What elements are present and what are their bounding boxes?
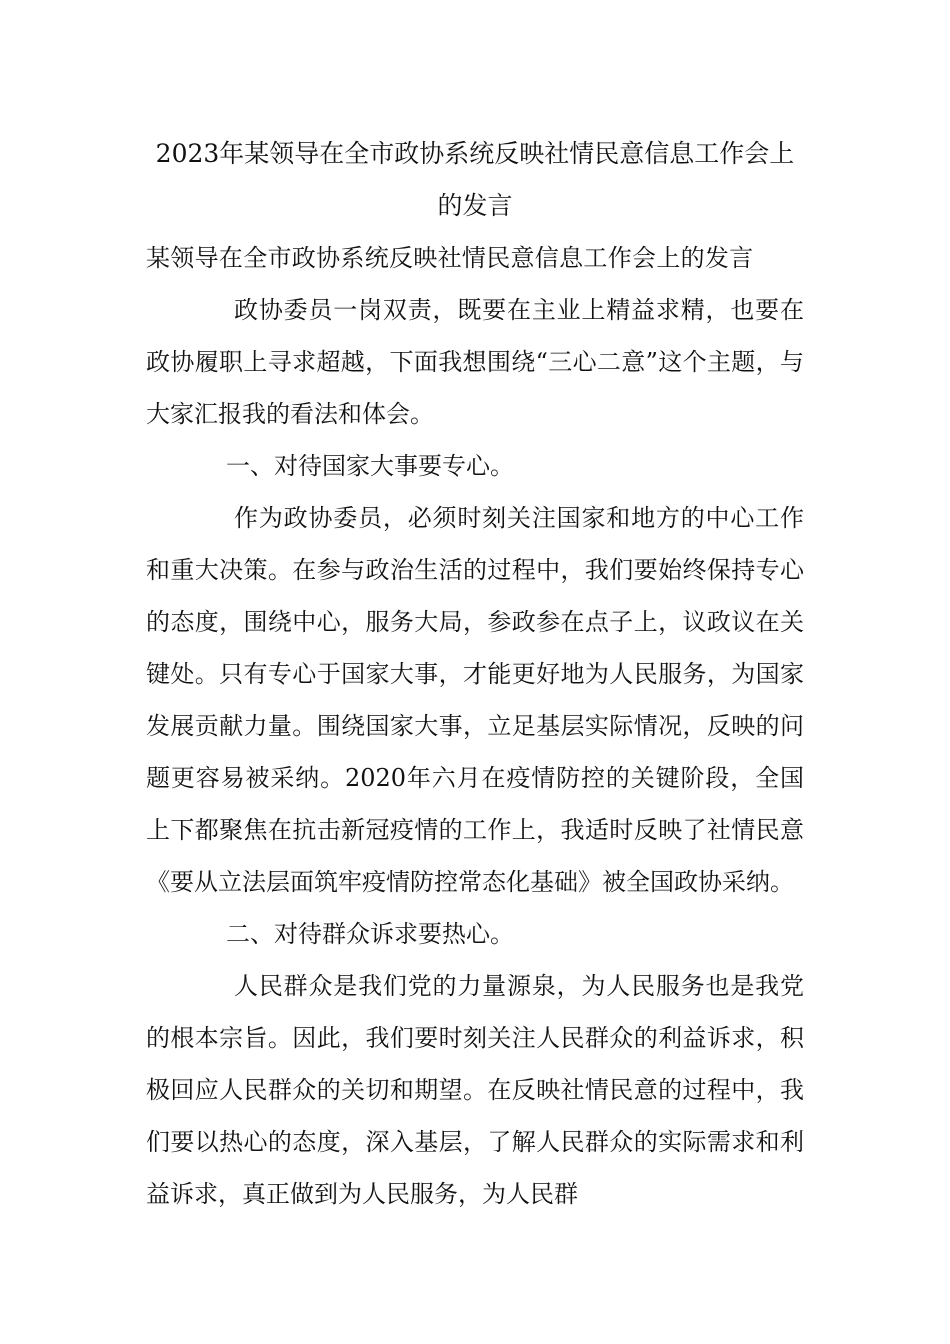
section-heading-1: 一、对待国家大事要专心。: [226, 452, 514, 480]
document-page: [146, 128, 804, 1220]
section-1-paragraph: 作为政协委员，必须时刻关注国家和地方的中心工作和重大决策。在参与政治生活的过程中，我们要始终保持专心的态度，围绕中心，服务大局，参政参在点子上，议政议在关键处。只有专心于国家大事，才能更好地为人民服务，为国家发展贡献力量。围绕国家大事，立足基层实际情况，反映的问题更容易被采纳。2020年六月在疫情防控的关键阶段，全国上下都聚焦在抗击新冠疫情的工作上，我适时反映了社情民意《要从立法层面筑牢疫情防控常态化基础》被全国政协采纳。: [146, 504, 804, 896]
document-subtitle: 某领导在全市政协系统反映社情民意信息工作会上的发言: [146, 244, 754, 272]
intro-paragraph: 政协委员一岗双责，既要在主业上精益求精，也要在政协履职上寻求超越，下面我想围绕“三心二意”这个主题，与大家汇报我的看法和体会。: [146, 296, 804, 428]
section-heading-2: 二、对待群众诉求要热心。: [226, 920, 514, 948]
document-title: 2023年某领导在全市政协系统反映社情民意信息工作会上的发言: [155, 139, 795, 220]
section-2-paragraph: 人民群众是我们党的力量源泉，为人民服务也是我党的根本宗旨。因此，我们要时刻关注人民群众的利益诉求，积极回应人民群众的关切和期望。在反映社情民意的过程中，我们要以热心的态度，深入基层，了解人民群众的实际需求和利益诉求，真正做到为人民服务，为人民群: [146, 972, 804, 1208]
